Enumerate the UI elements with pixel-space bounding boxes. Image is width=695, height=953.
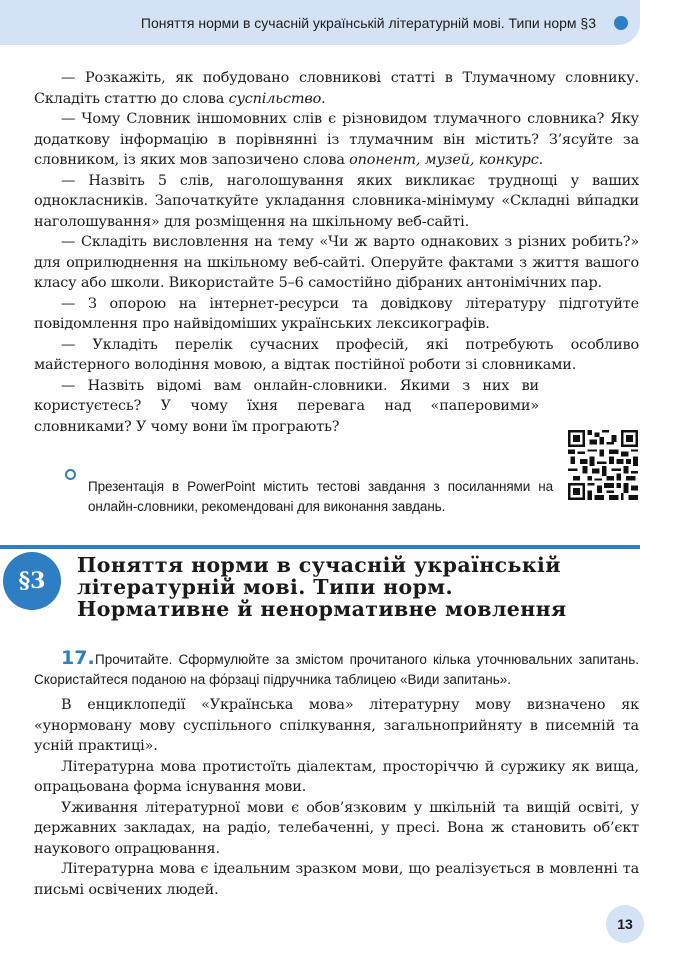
header-dot-icon (614, 16, 628, 30)
running-header (0, 0, 640, 45)
section-title-line: Поняття норми в сучасній українській (77, 553, 561, 577)
exercise-item: — Назвіть 5 слів, наголошування яких викликає труднощі у ваших однокласників. Започаткуйте укладання словника-мінімуму «Складні ви́падки наголошування» для розміщення на шкільному веб-сайті. (34, 172, 639, 230)
page-number: 13 (606, 905, 644, 943)
section-title-line: Нормативне й ненормативне мовлення (77, 597, 567, 621)
body-paragraph: Літературна мова є ідеальним зразком мови, що реалізується в мовленні та письмі освічених людей. (34, 861, 639, 898)
reading-text (34, 695, 639, 900)
exercise-item: — Чому Словник іншомовних слів є різновидом тлумачного словника? Яку додаткову інформацію в порівнянні із тлумачним він містить? З’ясуйте за словником, із яких мов запозичено слова опонент, музей, конкурс. (34, 111, 639, 168)
info-circle-icon (65, 469, 76, 480)
exercise-item: — Назвіть відомі вам онлайн-словники. Якими з них ви користуєтесь? У чому їхня перевага над «паперовими» словниками? У чому вони їм програють? (34, 377, 539, 435)
section-badge: §3 (3, 552, 61, 610)
section-title-line: літературній мові. Типи норм. (77, 575, 454, 599)
exercise-item: — З опорою на інтернет-ресурси та довідкову літературу підготуйте повідомлення про найвідоміших українських лексикографів. (34, 295, 639, 332)
body-paragraph: Літературна мова протистоїть діалектам, просторіччю й суржику як вища, опрацьована форма існування мови. (34, 758, 639, 795)
section-divider (0, 545, 640, 549)
presentation-note: Презентація в PowerPoint містить тестові завдання з посиланнями на онлайн-словники, рекомендовані для виконання завдань. (88, 478, 553, 514)
exercise-item: — Складіть висловлення на тему «Чи ж варто однакових з різних робить?» для оприлюднення на шкільному веб-сайті. Оперуйте фактами з життя вашого класу або школи. Використайте 5–6 самостійно дібраних антонімічних пар. (34, 234, 639, 291)
body-paragraph: В енциклопедії «Українська мова» літературну мову визначено як «унормовану мову суспільного спілкування, загальноприйняту в писемній та усній практиці». (34, 697, 639, 754)
running-title: Поняття норми в сучасній українській літературній мові. Типи норм §3 (140, 14, 596, 31)
exercise-list (34, 68, 639, 437)
exercise-item: — Розкажіть, як побудовано словникові статті в Тлумачному словнику. Складіть статтю до слова суспільство. (34, 70, 639, 107)
section-title (77, 554, 637, 620)
body-paragraph: Уживання літературної мови є обов’язковим у шкільній та вищій освіті, у державних закладах, на радіо, телебаченні, у пресі. Вона ж становить об’єкт наукового опрацювання. (34, 799, 639, 857)
task-instruction: Прочитайте. Сформулюйте за змістом прочитаного кілька уточнювальних запитань. Скористайтеся поданою на фо́рзаці підручника таблицею «Види запитань». (34, 652, 639, 687)
exercise-item: — Укладіть перелік сучасних професій, які потребують особливо майстерного володіння мовою, а відтак постійної роботи зі словниками. (34, 336, 639, 373)
qr-code-icon[interactable] (568, 430, 638, 500)
task-number: 17. (61, 647, 95, 669)
